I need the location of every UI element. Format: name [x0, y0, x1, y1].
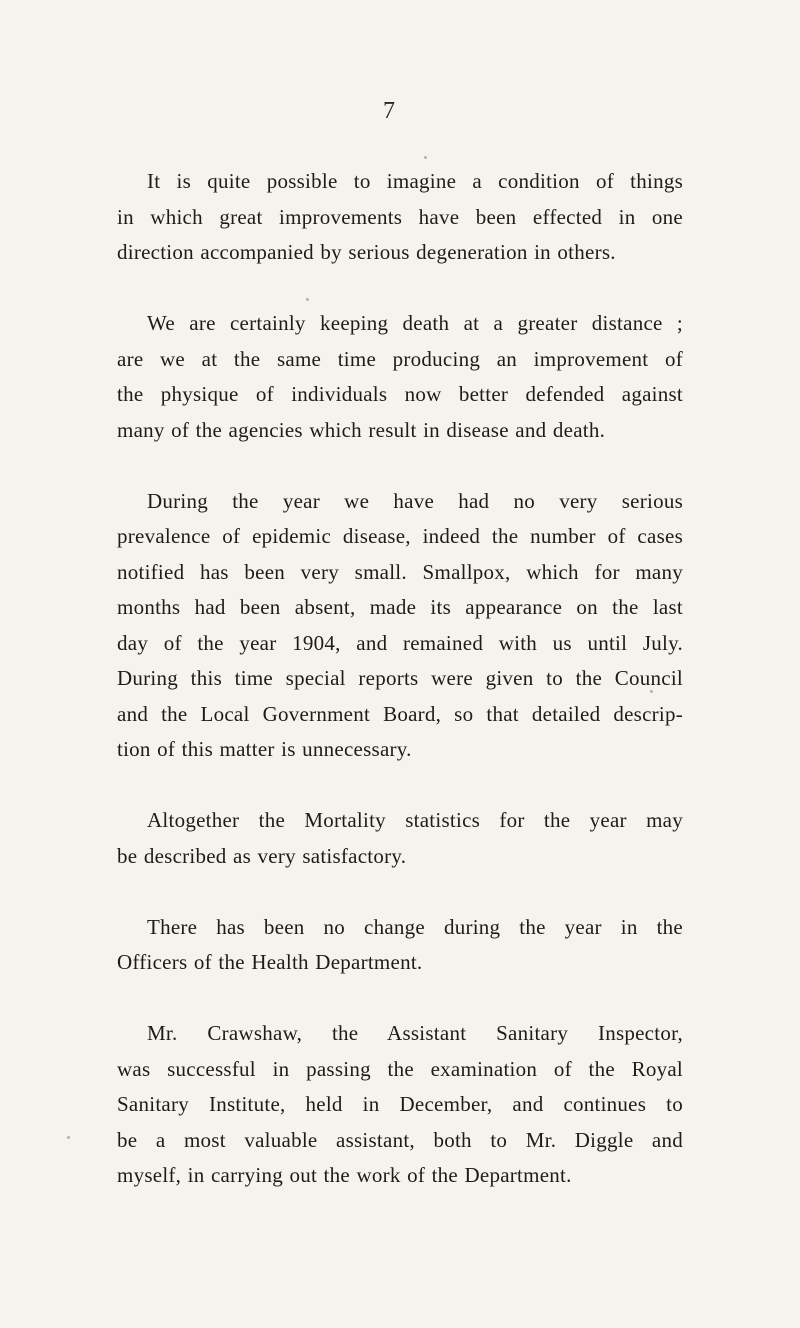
paragraph-line: be a most valuable assistant, both to Mr. Diggle and	[117, 1127, 683, 1152]
paragraph-line: direction accompanied by serious degeneration in others.	[117, 240, 616, 264]
paragraph-line: There has been no change during the year in the	[147, 914, 683, 939]
paper-speck	[650, 690, 653, 693]
paragraph-line: was successful in passing the examination of the Royal	[117, 1056, 683, 1081]
paragraph-line: myself, in carrying out the work of the Department.	[117, 1163, 572, 1187]
paragraph-line: are we at the same time producing an improvement of	[117, 346, 683, 371]
paper-speck	[67, 1136, 70, 1139]
paragraph-line: months had been absent, made its appearance on the last	[117, 595, 683, 619]
paragraph-mr-crawshaw	[117, 1016, 683, 1194]
paragraph-mortality-statistics	[117, 803, 683, 874]
paragraph-line: the physique of individuals now better defended against	[117, 382, 683, 406]
paragraph-line: During this time special reports were given to the Council	[117, 666, 683, 690]
paragraph-epidemic-disease	[117, 484, 683, 768]
paragraph-line: We are certainly keeping death at a greater distance ;	[147, 311, 683, 335]
paragraph-condition-of-things	[117, 164, 683, 271]
paragraph-line: day of the year 1904, and remained with us until July.	[117, 630, 683, 655]
paragraph-line: many of the agencies which result in disease and death.	[117, 417, 606, 442]
paragraph-line: tion of this matter is unnecessary.	[117, 737, 412, 761]
paragraph-officers	[117, 910, 683, 981]
paragraph-line: notified has been very small. Smallpox, which for many	[117, 559, 683, 584]
body-text	[117, 164, 683, 1194]
paragraph-line: be described as very satisfactory.	[117, 843, 407, 868]
paragraph-keeping-death-distant	[117, 306, 683, 448]
paragraph-line: and the Local Government Board, so that detailed descrip-	[117, 701, 683, 726]
paper-speck	[306, 298, 309, 301]
paragraph-line: prevalence of epidemic disease, indeed the number of cases	[117, 524, 683, 548]
paragraph-line: Sanitary Institute, held in December, and continues to	[117, 1092, 683, 1116]
paragraph-line: Altogether the Mortality statistics for the year may	[147, 808, 683, 832]
paragraph-line: in which great improvements have been effected in one	[117, 204, 683, 229]
paper-speck	[424, 156, 427, 159]
page-number: 7	[383, 98, 395, 124]
paragraph-line: Officers of the Health Department.	[117, 950, 423, 974]
paragraph-line: Mr. Crawshaw, the Assistant Sanitary Inspector,	[147, 1021, 683, 1045]
paragraph-line: It is quite possible to imagine a condition of things	[147, 169, 683, 193]
paragraph-line: During the year we have had no very serious	[147, 488, 683, 513]
